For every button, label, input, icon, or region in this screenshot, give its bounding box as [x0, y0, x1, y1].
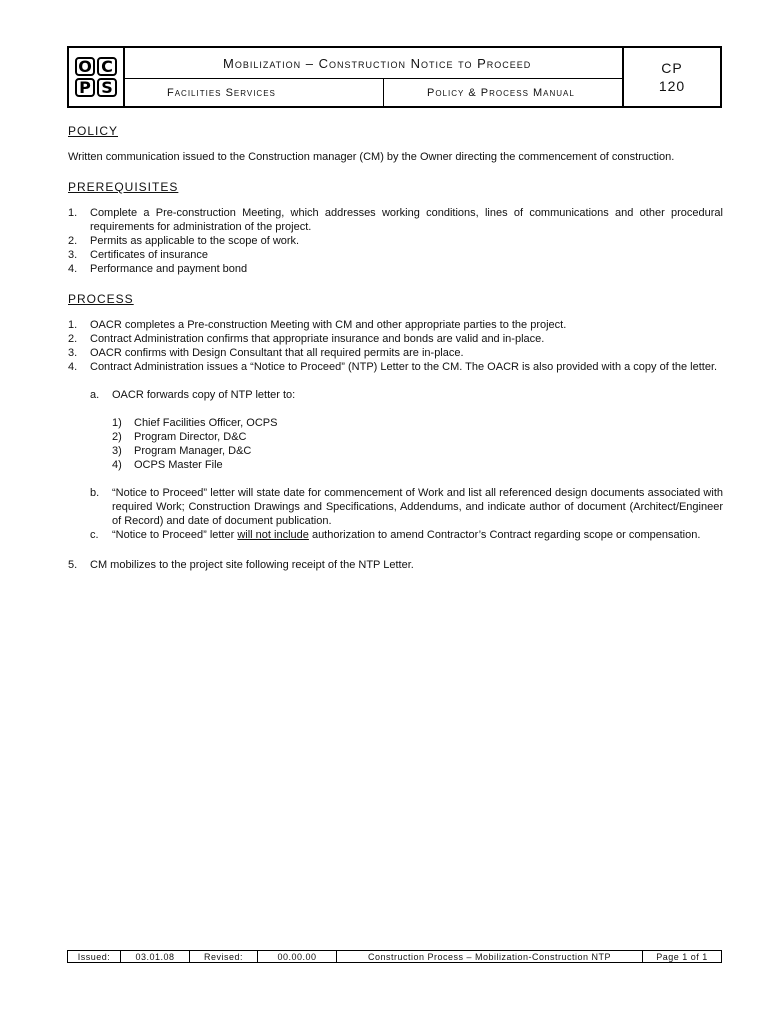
- item-text: Complete a Pre-construction Meeting, which addresses working conditions, lines of communications and other procedural requirements for administration of the project.: [90, 207, 723, 233]
- list-item: [68, 206, 723, 234]
- code-number: 120: [658, 78, 686, 94]
- document-code: [624, 48, 720, 106]
- policy-heading: POLICY: [68, 124, 119, 138]
- list-item: [68, 346, 723, 360]
- document-footer: [67, 950, 722, 963]
- item-text: Permits as applicable to the scope of work.: [90, 235, 300, 247]
- logo-letter: O: [75, 57, 95, 76]
- list-item: [68, 234, 723, 248]
- item-text: CM mobilizes to the project site following receipt of the NTP Letter.: [90, 559, 414, 571]
- sub-text: “Notice to Proceed” letter will state date for commencement of Work and list all referenced design documents associated with required Work; Construction Drawings and Specifications, Addendums, and indicate author of document (Architect/Engineer of Record) and date of document publication.: [112, 487, 723, 527]
- recipient-number: 1): [112, 417, 122, 429]
- revised-date: 00.00.00: [258, 951, 337, 962]
- recipient-item: [112, 458, 723, 472]
- logo-letter: S: [97, 78, 117, 97]
- logo-letter: P: [75, 78, 95, 97]
- recipient-text: Program Manager, D&C: [134, 445, 252, 457]
- policy-text: Written communication issued to the Construction manager (CM) by the Owner directing the commencement of construction.: [68, 151, 675, 163]
- sub-text: [112, 528, 723, 542]
- department-label: Facilities Services: [125, 79, 384, 106]
- list-item: [68, 360, 723, 542]
- issued-date: 03.01.08: [121, 951, 190, 962]
- recipient-item: [112, 444, 723, 458]
- sublist-item-c: [90, 528, 723, 542]
- item-number: 4.: [68, 361, 78, 373]
- title-cell: [125, 48, 624, 106]
- recipient-number: 4): [112, 459, 122, 471]
- document-title: Mobilization – Construction Notice to Proceed: [125, 48, 622, 79]
- issued-label: Issued:: [68, 951, 121, 962]
- prerequisites-heading: PREREQUISITES: [68, 180, 179, 194]
- sub-text-start: “Notice to Proceed” letter: [112, 529, 238, 541]
- sublist-item-b: [90, 486, 723, 528]
- item-text: Certificates of insurance: [90, 249, 208, 261]
- page-number: Page 1 of 1: [656, 951, 708, 962]
- sub-text-end: authorization to amend Contractor’s Contract regarding scope or compensation.: [308, 529, 701, 541]
- sub-letter: b.: [90, 487, 100, 499]
- item-number: 2.: [68, 235, 78, 247]
- recipient-number: 2): [112, 431, 122, 443]
- prerequisites-list: [68, 206, 723, 276]
- revised-label: Revised:: [190, 951, 258, 962]
- list-item: [68, 332, 723, 346]
- sublist: [90, 388, 723, 542]
- item-text: Contract Administration issues a “Notice to Proceed” (NTP) Letter to the CM. The OACR is also provided with a copy of the letter.: [90, 361, 718, 373]
- item-number: 1.: [68, 319, 78, 331]
- recipient-number: 3): [112, 445, 122, 457]
- emphasis-text: will not include: [237, 529, 309, 541]
- item-text: Contract Administration confirms that appropriate insurance and bonds are valid and in-place.: [90, 333, 545, 345]
- list-item: [68, 318, 723, 332]
- list-item: [68, 248, 723, 262]
- sublist-item-a: [90, 388, 723, 486]
- list-item: [68, 262, 723, 276]
- sub-letter: c.: [90, 529, 99, 541]
- item-number: 3.: [68, 347, 78, 359]
- item-number: 1.: [68, 207, 78, 219]
- item-number: 3.: [68, 249, 78, 261]
- process-heading: PROCESS: [68, 292, 134, 306]
- item-text: OACR completes a Pre-construction Meeting with CM and other appropriate parties to the project.: [90, 319, 567, 331]
- item-text: Performance and payment bond: [90, 263, 248, 275]
- code-prefix: CP: [661, 60, 683, 76]
- item-number: 5.: [68, 559, 78, 571]
- recipient-text: Program Director, D&C: [134, 431, 247, 443]
- recipient-item: [112, 430, 723, 444]
- process-list: [68, 318, 723, 542]
- logo-letter: C: [97, 57, 117, 76]
- item-number: 4.: [68, 263, 78, 275]
- item-text: OACR confirms with Design Consultant that all required permits are in-place.: [90, 347, 464, 359]
- recipient-item: [112, 416, 723, 430]
- footer-document-title: Construction Process – Mobilization-Construction NTP: [337, 951, 643, 962]
- list-item: [68, 558, 723, 572]
- process-list-continued: [68, 558, 723, 572]
- ocps-logo: [75, 57, 117, 97]
- item-number: 2.: [68, 333, 78, 345]
- recipient-text: OCPS Master File: [134, 459, 223, 471]
- document-header: [67, 46, 722, 108]
- subtitle-row: [125, 79, 622, 106]
- document-body: [68, 124, 723, 588]
- manual-label: Policy & Process Manual: [427, 86, 575, 99]
- sub-letter: a.: [90, 389, 100, 401]
- logo-cell: [69, 48, 125, 106]
- recipient-text: Chief Facilities Officer, OCPS: [134, 417, 278, 429]
- recipient-list: [112, 416, 723, 472]
- sub-text: OACR forwards copy of NTP letter to:: [112, 389, 296, 401]
